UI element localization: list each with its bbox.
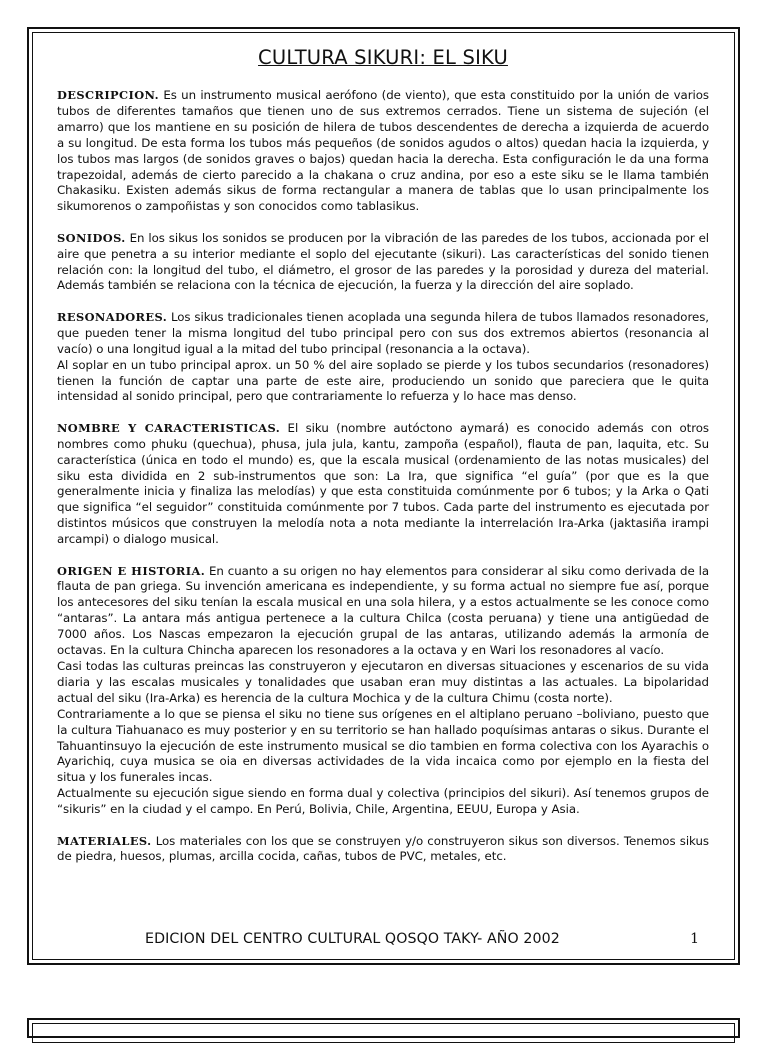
section-heading: MATERIALES. — [57, 833, 152, 848]
section-heading: RESONADORES. — [57, 309, 168, 324]
next-page-border-inner — [32, 1023, 735, 1043]
section-heading: SONIDOS. — [57, 230, 126, 245]
section-origen-paragraph: Actualmente su ejecución sigue siendo en forma dual y colectiva (principios del sikuri). Así tenemos grupos de “sikuris” en la ciudad y el campo. En Perú, Bolivia, Chile, Argentina, EEUU, Europa y Asia. — [57, 786, 709, 817]
section-resonadores — [57, 310, 709, 358]
section-text: Los sikus tradicionales tienen acoplada una segunda hilera de tubos llamados resonadores, que pueden tener la misma longitud del tubo principal pero con sus dos extremos abiertos (resonancia al vacío) o una longitud igual a la mitad del tubo principal (resonancia a la octava). — [57, 309, 709, 356]
section-heading: DESCRIPCION. — [57, 88, 159, 102]
section-text: El siku (nombre autóctono aymará) es conocido además con otros nombres como phuku (quechua), phusa, jula jula, kantu, zampoña (español), flauta de pan, laquita, etc. Su característica (única en todo el mundo) es, que la escala musical (ordenamiento de las notas musicales) del siku esta dividida en 2 sub-instrumentos que son: La Ira, que significa “el guía” (por que es la que generalmente inicia y finaliza las melodías) y que esta constituida comúnmente por 6 tubos; y la Arka o Qati que significa “el seguidor” constituida comúnmente por 7 tubos. Cada parte del instrumento es ejecutada por distintos músicos que construyen la melodía nota a nota mediante la interrelación Ira-Arka (jaktasiña irampi arcampi) o dialogo musical. — [57, 420, 710, 547]
page-number: 1 — [690, 931, 699, 947]
section-nombre-caracteristicas — [57, 421, 709, 548]
footer-edition: EDICION DEL CENTRO CULTURAL QOSQO TAKY- AÑO 2002 — [145, 931, 560, 947]
page-footer — [57, 931, 709, 953]
section-text: Es un instrumento musical aerófono (de viento), que esta constituido por la unión de varios tubos de diferentes tamaños que tienen uno de sus extremos cerrados. Tiene un sistema de sujeción (el amarro) que los mantiene en su posición de hilera de tubos descendentes de derecha a izquierda de acuerdo a su longitud. De esta forma los tubos más pequeños (de sonidos agudos o altos) quedan hacia la izquierda, y los tubos mas largos (de sonidos graves o bajos) quedan hacia la derecha. Esta configuración le da una forma trapezoidal, además de cierto parecido a la chakana o cruz andina, por eso a este siku se le llama también Chakasiku. Existen además sikus de forma rectangular a manera de tablas que lo usan principalmente los sikumorenos o zampoñistas y son conocidos como tablasikus. — [57, 88, 709, 214]
section-resonadores-paragraph: Al soplar en un tubo principal aprox. un 50 % del aire soplado se pierde y los tubos secundarios (resonadores) tienen la función de captar una parte de este aire, produciendo un sonido que pareciera que le quita intensidad al sonido principal, pero que contrariamente lo refuerza y lo hace mas denso. — [57, 357, 709, 404]
section-materiales — [57, 834, 709, 866]
section-origen-paragraph: Contrariamente a lo que se piensa el siku no tiene sus orígenes en el altiplano peruano –boliviano, puesto que la cultura Tiahuanaco es muy posterior y en su territorio se han hallado poquísimas antaras o sikus. Durante el Tahuantinsuyo la ejecución de este instrumento musical se dio tambien en forma colectiva con los Ayarachis o Ayarichiq, cuya musica se oia en diversas actividades de la vida incaica como por ejemplo en la fiesta del situa y los funerales incas. — [57, 706, 709, 785]
section-heading: NOMBRE Y CARACTERISTICAS. — [57, 420, 281, 435]
section-sonidos — [57, 231, 709, 295]
section-text: En los sikus los sonidos se producen por la vibración de las paredes de los tubos, accionada por el aire que penetra a su interior mediante el soplo del ejecutante (sikuri). Las características del sonido tienen relación con: la longitud del tubo, el diámetro, el grosor de las paredes y la porosidad y dureza del material. Además también se relaciona con la técnica de ejecución, la fuerza y la dirección del aire soplado. — [57, 230, 710, 293]
document-body — [57, 46, 709, 881]
section-origen-historia — [57, 564, 709, 659]
section-heading: ORIGEN E HISTORIA. — [57, 563, 206, 578]
section-text: En cuanto a su origen no hay elementos para considerar al siku como derivada de la flauta de pan griega. Su invención americana es independiente, y su forma actual no siempre fue así, porque los antecesores del siku tenían la escala musical en una sola hilera, y a estos actualmente se les conoce como “antaras”. La antara más antigua pertenece a la cultura Chilca (costa peruana) y tiene una antigüedad de 7000 años. Los Nascas empezaron la ejecución grupal de las antaras, utilizando además la armonía de octavas. En la cultura Chincha aparecen los resonadores a la octava y en Wari los resonadores al vacío. — [57, 563, 709, 658]
document-title: CULTURA SIKURI: EL SIKU — [258, 46, 508, 69]
section-origen-paragraph: Casi todas las culturas preincas las construyeron y ejecutaron en diversas situaciones y escenarios de su vida diaria y las escalas musicales y tonalidades que usaban eran muy distintas a las actuales. La bipolaridad actual del siku (Ira-Arka) es herencia de la cultura Mochica y de la cultura Chimu (costa norte). — [57, 659, 709, 705]
section-descripcion — [57, 88, 709, 215]
section-text: Los materiales con los que se construyen y/o construyeron sikus son diversos. Tenemos sikus de piedra, huesos, plumas, arcilla cocida, cañas, tubos de PVC, metales, etc. — [57, 833, 709, 864]
